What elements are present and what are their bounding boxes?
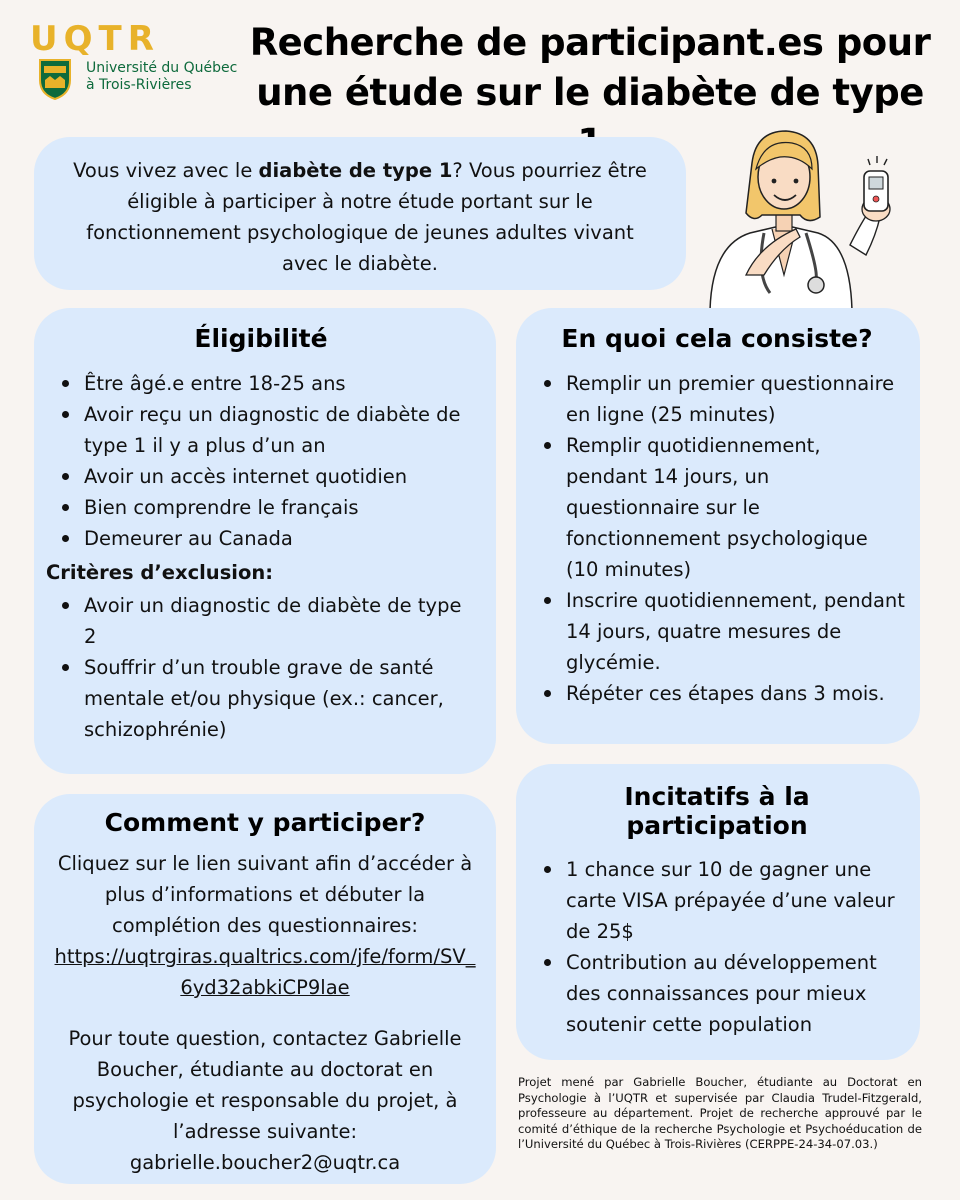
participate-card — [34, 794, 496, 1184]
consists-title: En quoi cela consiste? — [561, 324, 873, 353]
shield-icon — [38, 58, 72, 100]
contact-email[interactable]: gabrielle.boucher2@uqtr.ca — [129, 1151, 401, 1174]
incentives-list — [528, 854, 906, 1040]
incentives-title: Incitatifs à la participation — [624, 782, 810, 840]
intro-text — [64, 155, 656, 279]
eligibility-title: Éligibilité — [194, 324, 328, 353]
eligibility-item: Avoir un accès internet quotidien — [46, 461, 476, 492]
eligibility-list — [46, 368, 476, 554]
page-title-line1: Recherche de participant.es pour — [249, 21, 931, 64]
doctor-illustration — [700, 125, 910, 310]
contact-text: Pour toute question, contactez Gabrielle Boucher, étudiante au doctorat en psychologie et responsable du projet, à l’adresse suivante: — [68, 1027, 462, 1143]
consists-item: Remplir un premier questionnaire en ligne (25 minutes) — [528, 368, 906, 430]
footer-note: Projet mené par Gabrielle Boucher, étudiante au Doctorat en Psychologie à l’UQTR et supervisée par Claudia Trudel-Fitzgerald, professeure au département. Projet de recherche approuvé par le comité d’éthique de la recherche Psychologie et Psychoéducation de l’Université du Québec à Trois-Rivières (CERPPE-24-34-07.03.) — [518, 1075, 922, 1151]
logo-university-line2: à Trois-Rivières — [86, 77, 192, 93]
eligibility-item: Avoir reçu un diagnostic de diabète de type 1 il y a plus d’un an — [46, 399, 476, 461]
exclusion-title: Critères d’exclusion: — [46, 561, 274, 584]
incentives-card — [516, 764, 920, 1060]
intro-text-end: ? Vous pourriez être éligible à participer à notre étude portant sur le fonctionnement psychologique de jeunes adultes vivant avec le diabète. — [86, 159, 647, 275]
eligibility-item: Bien comprendre le français — [46, 492, 476, 523]
consists-item: Répéter ces étapes dans 3 mois. — [528, 678, 906, 709]
consists-item: Remplir quotidiennement, pendant 14 jours, un questionnaire sur le fonctionnement psychologique (10 minutes) — [528, 430, 906, 585]
intro-text-bold: diabète de type 1 — [258, 159, 453, 182]
exclusion-item: Souffrir d’un trouble grave de santé mentale et/ou physique (ex.: cancer, schizophrénie) — [46, 652, 476, 745]
exclusion-list — [46, 590, 476, 745]
eligibility-card — [34, 308, 496, 774]
intro-card — [34, 137, 686, 290]
consists-item: Inscrire quotidiennement, pendant 14 jours, quatre mesures de glycémie. — [528, 585, 906, 678]
participate-text: Cliquez sur le lien suivant afin d’accéder à plus d’informations et débuter la complétion des questionnaires: — [57, 852, 473, 937]
consists-list — [528, 368, 906, 709]
uqtr-logo — [30, 19, 238, 112]
logo-university-line1: Université du Québec — [86, 60, 238, 76]
survey-link[interactable]: https://uqtrgiras.qualtrics.com/jfe/form/SV_6yd32abkiCP9lae — [54, 945, 476, 999]
page-title-line2: une étude sur le diabète de type — [256, 71, 924, 114]
eligibility-item: Demeurer au Canada — [46, 523, 476, 554]
incentive-item: 1 chance sur 10 de gagner une carte VISA prépayée d’une valeur de 25$ — [528, 854, 906, 947]
incentive-item: Contribution au développement des connaissances pour mieux soutenir cette population — [528, 947, 906, 1040]
logo-acronym: UQTR — [30, 19, 160, 59]
intro-text-start: Vous vivez avec le — [73, 159, 259, 182]
exclusion-item: Avoir un diagnostic de diabète de type 2 — [46, 590, 476, 652]
participate-title: Comment y participer? — [104, 808, 426, 837]
eligibility-item: Être âgé.e entre 18-25 ans — [46, 368, 476, 399]
consists-card — [516, 308, 920, 744]
